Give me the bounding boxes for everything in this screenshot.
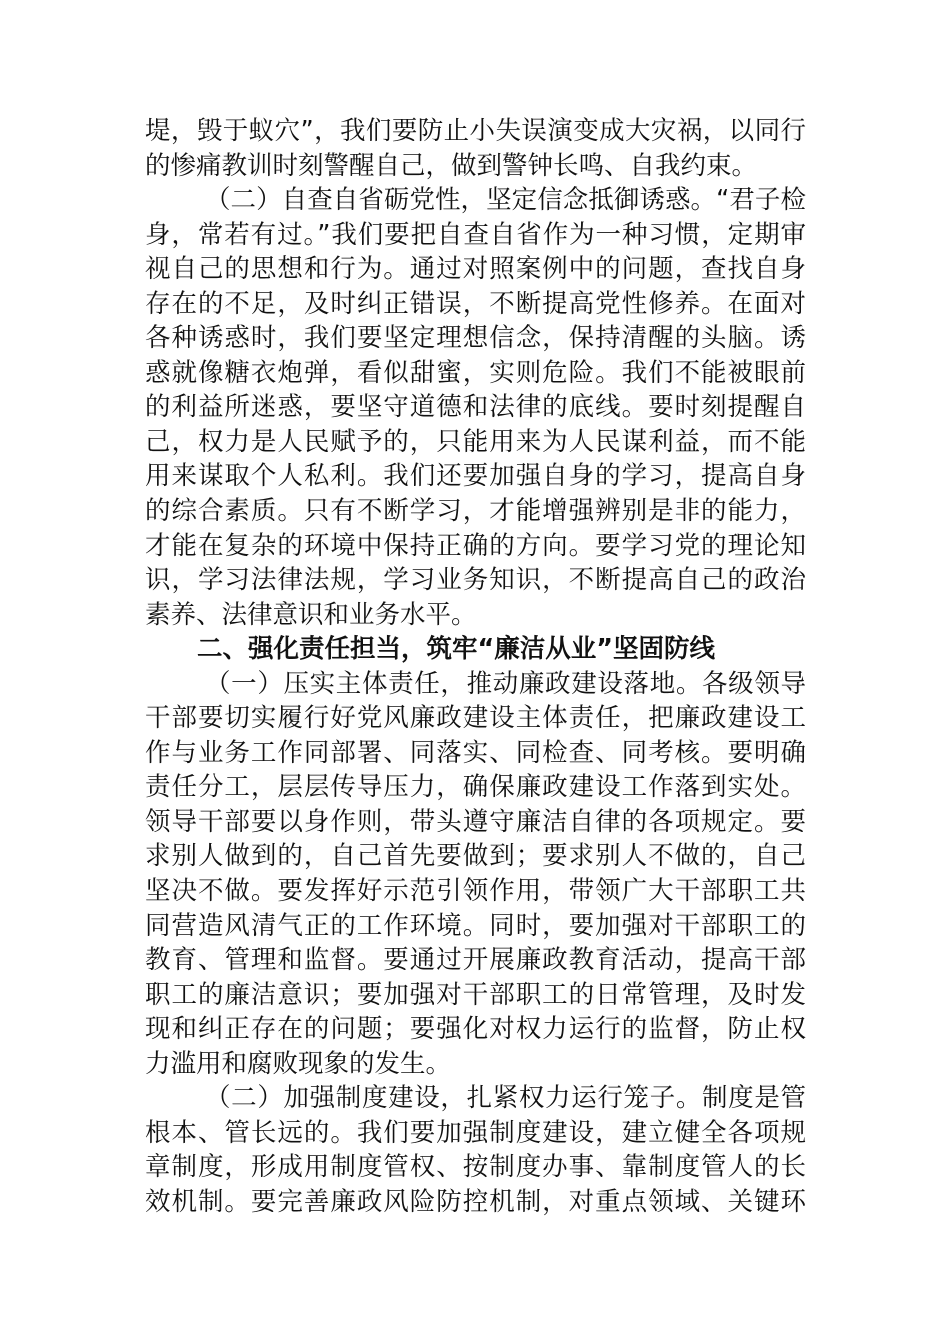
text-line: 识，学习法律法规，学习业务知识，不断提高自己的政治 <box>145 565 806 596</box>
section-heading <box>145 632 806 667</box>
text-line: 的综合素质。只有不断学习，才能增强辨别是非的能力， <box>145 496 806 527</box>
text-line: 用来谋取个人私利。我们还要加强自身的学习，提高自身 <box>145 461 806 492</box>
text-line: 根本、管长远的。我们要加强制度建设，建立健全各项规 <box>145 1117 806 1148</box>
text-line: 责任分工，层层传导压力，确保廉政建设工作落到实处。 <box>145 772 806 803</box>
text-line: 各种诱惑时，我们要坚定理想信念，保持清醒的头脑。诱 <box>145 323 806 354</box>
paragraph <box>145 667 806 1082</box>
paragraph <box>145 183 806 632</box>
text-line: 力滥用和腐败现象的发生。 <box>145 1048 452 1079</box>
text-line: 领导干部要以身作则，带头遵守廉洁自律的各项规定。要 <box>145 806 806 837</box>
text-line: 身，常若有过。”我们要把自查自省作为一种习惯，定期审 <box>145 219 806 250</box>
text-line: 视自己的思想和行为。通过对照案例中的问题，查找自身 <box>145 254 806 285</box>
heading-line: 二、强化责任担当，筑牢“廉洁从业”坚固防线 <box>197 634 716 665</box>
text-line: 坚决不做。要发挥好示范引领作用，带领广大干部职工共 <box>145 876 806 907</box>
text-line: （二）加强制度建设，扎紧权力运行笼子。制度是管 <box>205 1083 806 1114</box>
text-line: 教育、管理和监督。要通过开展廉政教育活动，提高干部 <box>145 945 806 976</box>
paragraph <box>145 114 806 183</box>
text-line: 效机制。要完善廉政风险防控机制，对重点领域、关键环 <box>145 1186 806 1217</box>
text-line: 己，权力是人民赋予的，只能用来为人民谋利益，而不能 <box>145 426 806 457</box>
text-line: 作与业务工作同部署、同落实、同检查、同考核。要明确 <box>145 737 806 768</box>
paragraph <box>145 1081 806 1219</box>
text-line: 的惨痛教训时刻警醒自己，做到警钟长鸣、自我约束。 <box>145 150 758 181</box>
text-line: 同营造风清气正的工作环境。同时，要加强对干部职工的 <box>145 910 806 941</box>
text-line: 惑就像糖衣炮弹，看似甜蜜，实则危险。我们不能被眼前 <box>145 357 806 388</box>
text-line: 素养、法律意识和业务水平。 <box>145 599 477 630</box>
text-line: 才能在复杂的环境中保持正确的方向。要学习党的理论知 <box>145 530 806 561</box>
text-line: 堤，毁于蚁穴”，我们要防止小失误演变成大灾祸，以同行 <box>145 116 806 146</box>
text-line: （一）压实主体责任，推动廉政建设落地。各级领导 <box>205 668 806 699</box>
text-line: 职工的廉洁意识；要加强对干部职工的日常管理，及时发 <box>145 979 806 1010</box>
text-line: 存在的不足，及时纠正错误，不断提高党性修养。在面对 <box>145 288 806 319</box>
text-line: 章制度，形成用制度管权、按制度办事、靠制度管人的长 <box>145 1152 806 1183</box>
document-page <box>145 114 806 1220</box>
text-line: 求别人做到的，自己首先要做到；要求别人不做的，自己 <box>145 841 806 872</box>
text-line: 的利益所迷惑，要坚守道德和法律的底线。要时刻提醒自 <box>145 392 806 423</box>
text-line: 干部要切实履行好党风廉政建设主体责任，把廉政建设工 <box>145 703 806 734</box>
text-line: 现和纠正存在的问题；要强化对权力运行的监督，防止权 <box>145 1014 806 1045</box>
text-line: （二）自查自省砺党性，坚定信念抵御诱惑。“君子检 <box>205 185 806 216</box>
